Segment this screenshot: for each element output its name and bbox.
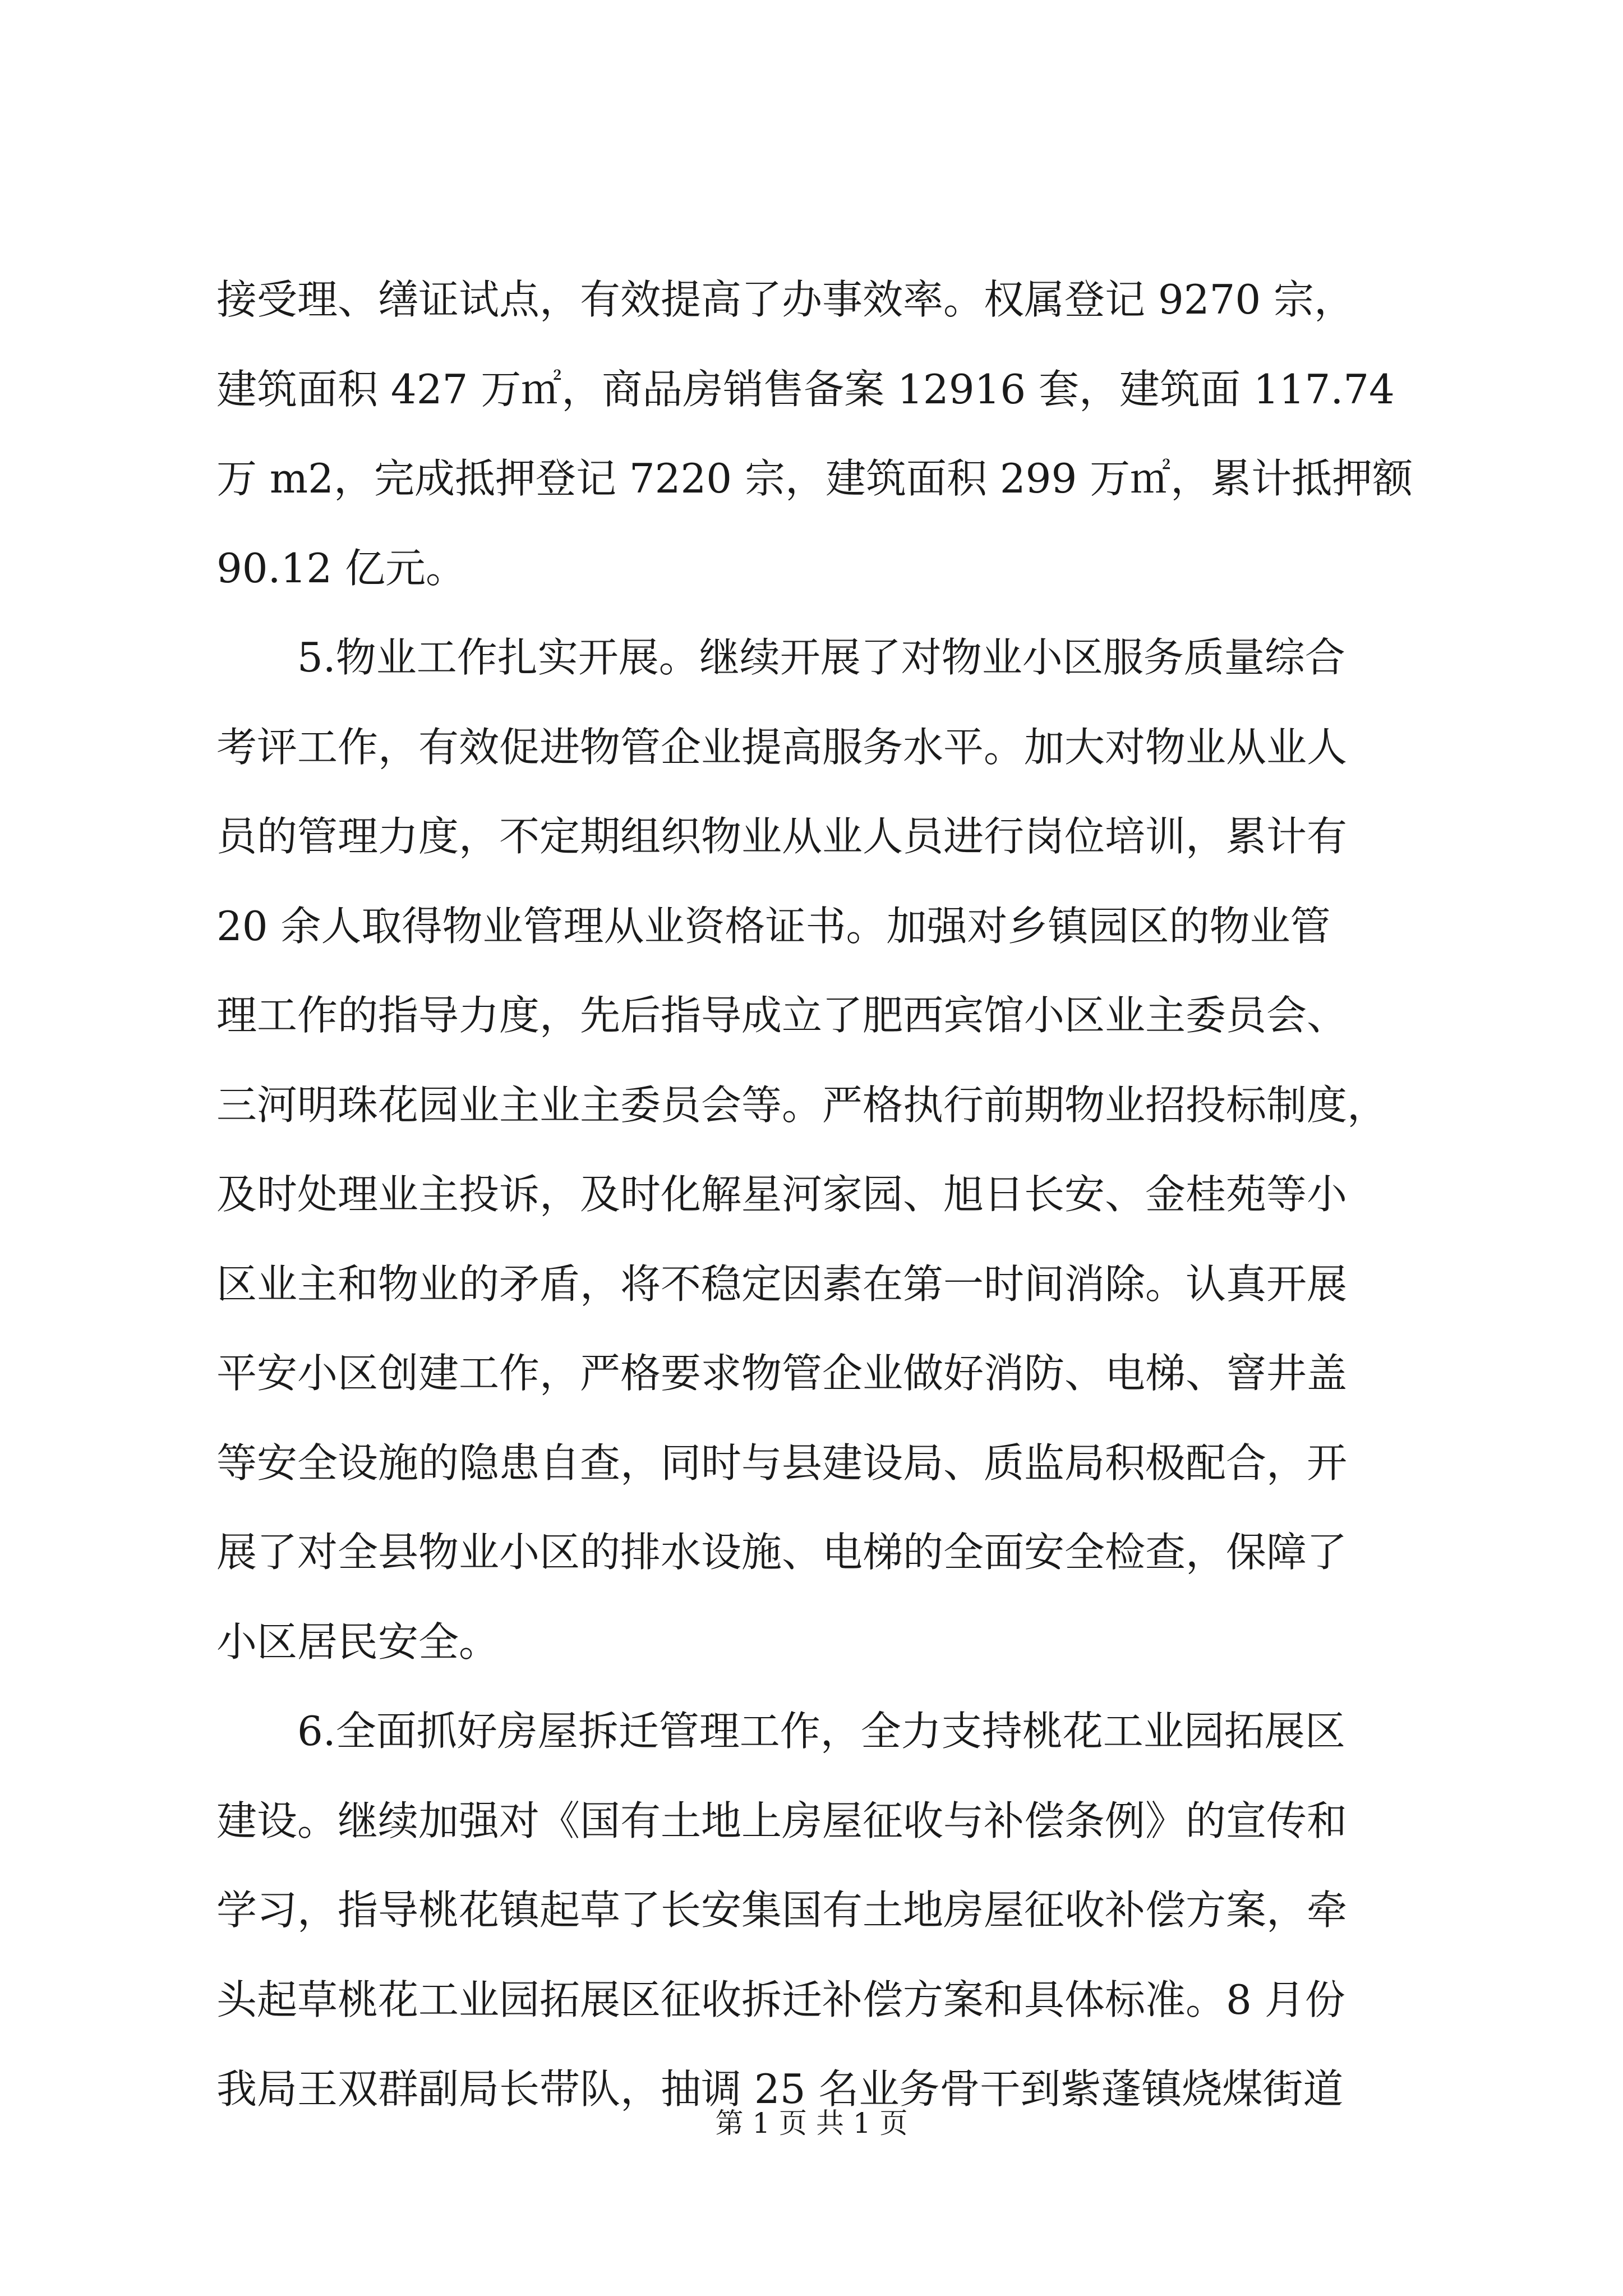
text-line: 考评工作，有效促进物管企业提高服务水平。加大对物业从业人 [216, 723, 1348, 771]
text-line: 区业主和物业的矛盾，将不稳定因素在第一时间消除。认真开展 [216, 1260, 1348, 1308]
text-line: 接受理、缮证试点，有效提高了办事效率。权属登记 9270 宗， [216, 276, 1355, 323]
text-line: 及时处理业主投诉，及时化解星河家园、旭日长安、金桂苑等小 [216, 1171, 1348, 1218]
page-footer: 第 1 页 共 1 页 [715, 2107, 908, 2139]
text-line: 建筑面积 427 万㎡，商品房销售备案 12916 套，建筑面 117.74 [216, 365, 1395, 413]
text-line: 理工作的指导力度，先后指导成立了肥西宾馆小区业主委员会、 [216, 992, 1348, 1039]
text-line: 平安小区创建工作，严格要求物管企业做好消防、电梯、窨井盖 [216, 1350, 1348, 1397]
text-line: 90.12 亿元。 [216, 544, 467, 592]
text-line: 三河明珠花园业主业主委员会等。严格执行前期物业招投标制度， [216, 1081, 1388, 1129]
text-line: 展了对全县物业小区的排水设施、电梯的全面安全检查，保障了 [216, 1529, 1348, 1576]
text-line: 万 m2，完成抵押登记 7220 宗，建筑面积 299 万㎡，累计抵押额 [216, 455, 1413, 502]
text-line: 小区居民安全。 [216, 1618, 500, 1665]
text-line: 学习，指导桃花镇起草了长安集国有土地房屋征收补偿方案，牵 [216, 1887, 1348, 1934]
text-line: 建设。继续加强对《国有土地上房屋征收与补偿条例》的宣传和 [216, 1797, 1348, 1844]
text-line: 20 余人取得物业管理从业资格证书。加强对乡镇园区的物业管 [216, 902, 1331, 950]
text-line: 等安全设施的隐患自查，同时与县建设局、质监局积极配合，开 [216, 1439, 1348, 1487]
paragraph-start-line: 6.全面抓好房屋拆迁管理工作，全力支持桃花工业园拓展区 [297, 1708, 1345, 1755]
text-line: 我局王双群副局长带队，抽调 25 名业务骨干到紫蓬镇烧煤街道 [216, 2065, 1344, 2113]
text-line: 员的管理力度，不定期组织物业从业人员进行岗位培训，累计有 [216, 813, 1348, 860]
body-text [216, 255, 1417, 2134]
paragraph-start-line: 5.物业工作扎实开展。继续开展了对物业小区服务质量综合 [297, 634, 1345, 681]
text-line: 头起草桃花工业园拓展区征收拆迁补偿方案和具体标准。8 月份 [216, 1976, 1345, 2023]
